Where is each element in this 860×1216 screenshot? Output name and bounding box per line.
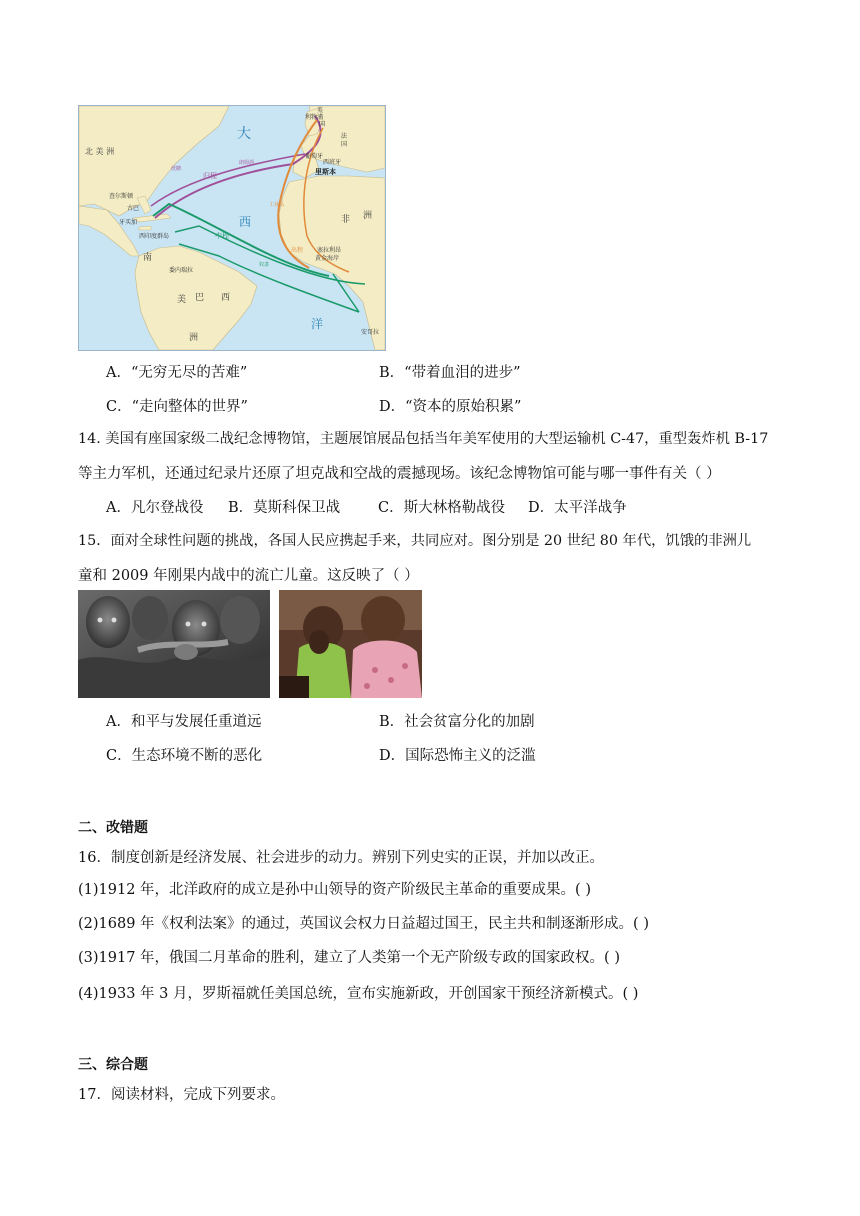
map-label-return: 归程 (203, 172, 217, 180)
map-label-cuba: 古巴 (127, 205, 140, 212)
q14-option-a[interactable]: A．凡尔登战役 (106, 500, 204, 516)
map-label-goods: 工业品 (269, 202, 285, 208)
q14-option-d[interactable]: D．太平洋战争 (528, 500, 627, 516)
map-label-north-america: 北 美 洲 (85, 147, 115, 156)
map-label-africa-2: 洲 (363, 211, 373, 221)
q15-option-c[interactable]: C．生态环境不断的恶化 (106, 748, 263, 764)
map-label-middle: 中程 (215, 232, 229, 240)
map-label-portugal: 葡萄牙 (305, 153, 324, 160)
photo-refugee-children (279, 590, 422, 698)
q14-stem-line2: 等主力军机，还通过纪录片还原了坦克战和空战的震撼现场。该纪念博物馆可能与哪一事件有关（ ） (78, 466, 721, 482)
map-label-atlantic-1: 大 (237, 126, 251, 142)
q15-stem-line2: 童和 2009 年刚果内战中的流亡儿童。这反映了（ ） (78, 568, 419, 584)
section-2-title: 二、改错题 (78, 820, 148, 836)
map-label-atlantic-2: 西 (239, 215, 252, 229)
q16-item-1: (1)1912 年，北洋政府的成立是孙中山领导的资产阶级民主革命的重要成果。( ) (78, 882, 591, 898)
q14-option-c[interactable]: C．斯大林格勒战役 (378, 500, 506, 516)
map-label-brazil-1: 巴 (195, 293, 205, 303)
map-label-spain: 西班牙 (323, 159, 342, 166)
map-label-west-indies: 西印度群岛 (139, 233, 170, 240)
q16-item-3: (3)1917 年，俄国二月革命的胜利，建立了人类第一个无产阶级专政的国家政权。( ) (78, 950, 620, 966)
section-3-title: 三、综合题 (78, 1057, 148, 1073)
map-label-gold-coast: 黄金海岸 (315, 255, 340, 262)
map-label-slaves: 奴隶 (259, 262, 270, 268)
q13-option-b[interactable]: B．“带着血泪的进步” (379, 365, 521, 381)
q14-stem-line1: 14. 美国有座国家级二战纪念博物馆，主题展馆展品包括当年美军使用的大型运输机 C-47，重型轰炸机 B-17 (78, 431, 769, 447)
map-label-england-guo: 国 (319, 121, 326, 128)
q16-item-4: (4)1933 年 3 月，罗斯福就任美国总统，宣布实施新政，开创国家干预经济新模式。( ) (78, 986, 639, 1002)
q16-stem: 16．制度创新是经济发展、社会进步的动力。辨别下列史实的正误，并加以改正。 (78, 850, 604, 866)
q16-item-2: (2)1689 年《权利法案》的通过，英国议会权力日益超过国王，民主共和制逐渐形成。( ) (78, 916, 649, 932)
map-label-sugar: 蔗糖 (171, 166, 182, 172)
map-label-venezuela: 委内瑞拉 (169, 267, 194, 274)
map-label-jamaica: 牙买加 (119, 219, 138, 226)
q15-option-a[interactable]: A．和平与发展任重道远 (106, 714, 262, 730)
map-label-atlantic-3: 洋 (311, 317, 324, 331)
map-label-guinea: 塞拉利昂 (317, 247, 342, 254)
map-label-south: 南 (143, 253, 153, 263)
q13-option-a[interactable]: A．“无穷无尽的苦难” (106, 365, 248, 381)
map-label-rum: 朗姆酒 (239, 160, 255, 166)
map-label-liverpool: 利物浦 (305, 114, 324, 121)
map-label-charleston: 查尔斯顿 (109, 193, 134, 200)
map-label-lisbon: 里斯本 (315, 168, 336, 176)
map-label-england: 英 (317, 107, 324, 114)
photo-starving-children (78, 590, 270, 698)
map-label-sa-mei: 美 (177, 295, 187, 305)
map-label-africa-1: 非 (341, 215, 351, 225)
map-label-france: 法 (341, 133, 348, 140)
map-label-france-guo: 国 (341, 141, 348, 148)
q17-stem: 17．阅读材料，完成下列要求。 (78, 1087, 285, 1103)
map-label-brazil-2: 西 (221, 293, 231, 303)
q14-option-b[interactable]: B．莫斯科保卫战 (228, 500, 341, 516)
q15-option-b[interactable]: B．社会贫富分化的加剧 (379, 714, 535, 730)
q13-option-d[interactable]: D．“资本的原始积累” (379, 399, 522, 415)
q13-option-c[interactable]: C．“走向整体的世界” (106, 399, 248, 415)
map-label-sa-zhou: 洲 (189, 333, 199, 343)
map-graphic (79, 106, 385, 350)
triangle-trade-map (78, 105, 386, 351)
q15-stem-line1: 15．面对全球性问题的挑战，各国人民应携起手来，共同应对。图分别是 20 世纪 80 年代，饥饿的非洲儿 (78, 533, 752, 549)
map-label-angola: 安哥拉 (361, 329, 380, 336)
map-label-outbound: 出程 (291, 247, 304, 254)
q15-option-d[interactable]: D．国际恐怖主义的泛滥 (379, 748, 536, 764)
